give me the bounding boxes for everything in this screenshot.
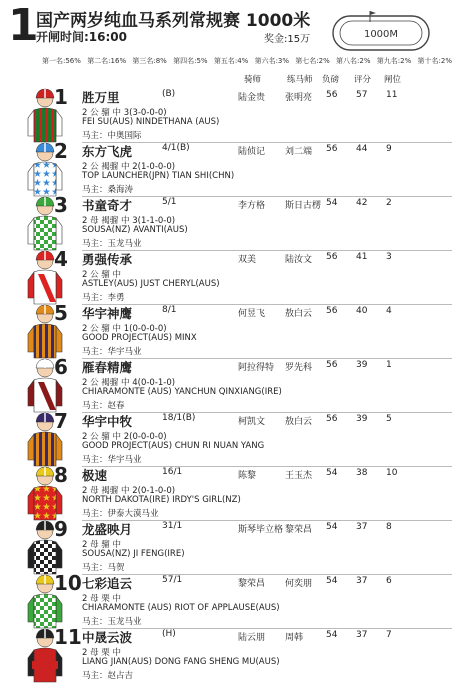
horse-owner: 马主：桑海涛: [82, 185, 134, 195]
trainer-name: 刘二端: [285, 147, 313, 157]
horse-name: 书童奇才: [82, 198, 133, 213]
horse-rating: 57: [356, 90, 368, 100]
barrier-draw: 7: [386, 630, 392, 640]
trainer-name: 王玉杰: [285, 471, 313, 481]
runner-row[interactable]: [0, 410, 459, 470]
jockey-name: 李方格: [238, 201, 266, 211]
barrier-draw: 8: [386, 522, 392, 532]
horse-odds: 31/1: [162, 521, 183, 531]
barrier-draw: 1: [386, 360, 392, 370]
horse-info: 2 公 骝 中 2(0-0-0-0): [82, 432, 167, 442]
jockey-name: 阿拉得特: [238, 363, 275, 373]
horse-name: 七彩追云: [82, 576, 133, 591]
horse-owner: 马主：李勇: [82, 293, 125, 303]
win-probability-item: 第七名:2%: [295, 57, 330, 65]
runner-number: 7: [54, 409, 68, 433]
horse-rating: 37: [356, 576, 368, 586]
jockey-name: 陆侦记: [238, 147, 266, 157]
race-header: [0, 0, 459, 55]
horse-info: 2 母 褐骝 中 3(1-1-0-0): [82, 216, 176, 226]
horse-pedigree: SOUSA(NZ) AVANTI(AUS): [82, 225, 188, 235]
horse-owner: 马主：华宇马业: [82, 347, 142, 357]
win-probability-row: [42, 56, 452, 66]
horse-rating: 39: [356, 360, 368, 370]
horse-info: 2 公 骝 中 3(3-0-0-0): [82, 108, 167, 118]
track-diagram-icon: [330, 8, 442, 54]
carried-weight: 54: [326, 576, 338, 586]
horse-name: 勇强传承: [82, 252, 133, 267]
horse-owner: 马主：玉龙马业: [82, 617, 142, 627]
horse-odds: 4/1(B): [162, 143, 190, 153]
runner-number: 3: [54, 193, 68, 217]
barrier-draw: 2: [386, 198, 392, 208]
runner-number: 1: [54, 85, 68, 109]
horse-odds: 18/1(B): [162, 413, 196, 423]
trainer-name: 敖白云: [285, 309, 313, 319]
carried-weight: 54: [326, 468, 338, 478]
jockey-name: 陆云朋: [238, 633, 266, 643]
win-probability-item: 第三名:8%: [132, 57, 167, 65]
horse-name: 龙盛映月: [82, 522, 133, 537]
horse-odds: (H): [162, 629, 176, 639]
col-head-weight: 负磅: [322, 75, 340, 85]
horse-name: 华宇中牧: [82, 414, 133, 429]
runner-row[interactable]: [0, 356, 459, 416]
horse-owner: 马主：中奥国际: [82, 131, 142, 141]
horse-pedigree: ASTLEY(AUS) JUST CHERYL(AUS): [82, 279, 220, 289]
barrier-draw: 11: [386, 90, 398, 100]
col-head-jockey: 骑师: [244, 75, 262, 85]
barrier-draw: 3: [386, 252, 392, 262]
horse-pedigree: FEI SU(AUS) NINDETHANA (AUS): [82, 117, 220, 127]
horse-odds: 5/1: [162, 197, 177, 207]
horse-pedigree: CHIARAMONTE (AUS) YANCHUN QINXIANG(IRE): [82, 387, 282, 397]
win-probability-item: 第一名:56%: [42, 57, 81, 65]
trainer-name: 斯日古楞: [285, 201, 322, 211]
horse-owner: 马主：马贺: [82, 563, 125, 573]
horse-info: 2 公 骝 中 1(0-0-0-0): [82, 324, 167, 334]
horse-rating: 44: [356, 144, 368, 154]
race-start-time: 开闸时间:16:00: [36, 30, 127, 44]
win-probability-item: 第四名:5%: [173, 57, 208, 65]
runner-number: 9: [54, 517, 68, 541]
horse-odds: 16/1: [162, 467, 183, 477]
runner-number: 4: [54, 247, 68, 271]
horse-owner: 马主：赵占吉: [82, 671, 134, 681]
carried-weight: 56: [326, 360, 338, 370]
carried-weight: 54: [326, 198, 338, 208]
horse-name: 中晟云波: [82, 630, 133, 645]
horse-rating: 37: [356, 522, 368, 532]
barrier-draw: 5: [386, 414, 392, 424]
runner-row[interactable]: [0, 464, 459, 524]
horse-pedigree: CHIARAMONTE (AUS) RIOT OF APPLAUSE(AUS): [82, 603, 280, 613]
horse-rating: 40: [356, 306, 368, 316]
win-probability-item: 第十名:2%: [417, 57, 452, 65]
win-probability-item: 第九名:2%: [376, 57, 412, 65]
col-head-trainer: 练马师: [287, 75, 313, 85]
horse-name: 雁春精鹰: [82, 360, 133, 375]
horse-name: 胜万里: [82, 90, 120, 105]
runner-number: 10: [54, 571, 82, 595]
horse-owner: 马主：伊泰大漠马业: [82, 509, 159, 519]
horse-info: 2 公 褐骝 中 2(1-0-0-0): [82, 162, 176, 172]
trainer-name: 敖白云: [285, 417, 313, 427]
win-probability-item: 第二名:16%: [87, 57, 127, 65]
horse-owner: 马主：赵春: [82, 401, 125, 411]
horse-rating: 41: [356, 252, 368, 262]
win-probability-item: 第八名:2%: [336, 57, 371, 65]
carried-weight: 54: [326, 630, 338, 640]
jockey-name: 陆金贵: [238, 93, 266, 103]
horse-odds: 8/1: [162, 305, 177, 315]
jockey-name: 黎荣昌: [238, 579, 266, 589]
jockey-name: 柯凯文: [238, 417, 266, 427]
runner-row[interactable]: [0, 572, 459, 632]
horse-info: 2 母 褐骝 中 2(0-1-0-0): [82, 486, 176, 496]
win-probability-item: 第五名:4%: [213, 57, 249, 65]
horse-pedigree: GOOD PROJECT(AUS) CHUN RI NUAN YANG: [82, 441, 265, 451]
runner-row[interactable]: [0, 626, 459, 686]
runner-row[interactable]: [0, 248, 459, 308]
horse-pedigree: NORTH DAKOTA(IRE) IRDY'S GIRL(NZ): [82, 495, 241, 505]
horse-owner: 马主：玉龙马业: [82, 239, 142, 249]
horse-name: 华宇神鹰: [82, 306, 133, 321]
runner-row[interactable]: [0, 194, 459, 254]
horse-info: 2 母 骝 中: [82, 540, 122, 550]
trainer-name: 罗先科: [285, 363, 313, 373]
horse-pedigree: LIANG JIAN(AUS) DONG FANG SHENG MU(AUS): [82, 657, 280, 667]
carried-weight: 56: [326, 252, 338, 262]
trainer-name: 周韩: [285, 633, 304, 643]
win-probability-item: 第六名:3%: [254, 57, 290, 65]
horse-info: 2 公 褐骝 中 4(0-0-1-0): [82, 378, 176, 388]
carried-weight: 56: [326, 306, 338, 316]
horse-rating: 42: [356, 198, 368, 208]
runner-number: 2: [54, 139, 68, 163]
runner-number: 8: [54, 463, 68, 487]
jockey-name: 陈黎: [238, 471, 257, 481]
horse-owner: 马主：华宇马业: [82, 455, 142, 465]
horse-odds: 57/1: [162, 575, 183, 585]
carried-weight: 56: [326, 90, 338, 100]
barrier-draw: 6: [386, 576, 392, 586]
horse-name: 东方飞虎: [82, 144, 133, 159]
race-distance-badge: 1000M: [363, 29, 399, 40]
jockey-name: 何昱飞: [238, 309, 266, 319]
barrier-draw: 4: [386, 306, 392, 316]
horse-info: 2 公 骝 中: [82, 270, 122, 280]
barrier-draw: 10: [386, 468, 398, 478]
runner-row[interactable]: [0, 302, 459, 362]
horse-info: 2 母 栗 中: [82, 594, 122, 604]
runner-number: 11: [54, 625, 82, 649]
trainer-name: 张明亮: [285, 93, 313, 103]
race-number: 1: [8, 0, 39, 51]
carried-weight: 56: [326, 414, 338, 424]
race-title: 国产两岁纯血马系列常规赛 1000米: [36, 11, 311, 31]
runner-number: 5: [54, 301, 68, 325]
jockey-name: 斯琴毕立格: [238, 525, 284, 535]
horse-pedigree: SOUSA(NZ) JI FENG(IRE): [82, 549, 185, 559]
col-head-rating: 评分: [354, 75, 372, 85]
runner-row[interactable]: [0, 518, 459, 578]
runner-number: 6: [54, 355, 68, 379]
horse-rating: 38: [356, 468, 368, 478]
horse-name: 极速: [82, 468, 108, 483]
horse-odds: (B): [162, 89, 176, 99]
carried-weight: 56: [326, 144, 338, 154]
col-head-draw: 闸位: [384, 75, 402, 85]
race-prize: 奖金:15万: [264, 34, 311, 45]
horse-rating: 39: [356, 414, 368, 424]
runner-row[interactable]: [0, 140, 459, 200]
runner-row[interactable]: [0, 86, 459, 146]
horse-pedigree: GOOD PROJECT(AUS) MINX: [82, 333, 197, 343]
trainer-name: 黎荣昌: [285, 525, 313, 535]
trainer-name: 陆汝文: [285, 255, 313, 265]
trainer-name: 何奕朋: [285, 579, 313, 589]
horse-pedigree: TOP LAUNCHER(JPN) TIAN SHI(CHN): [82, 171, 235, 181]
horse-info: 2 母 栗 中: [82, 648, 122, 658]
barrier-draw: 9: [386, 144, 392, 154]
jockey-name: 双美: [238, 255, 257, 265]
horse-rating: 37: [356, 630, 368, 640]
carried-weight: 54: [326, 522, 338, 532]
